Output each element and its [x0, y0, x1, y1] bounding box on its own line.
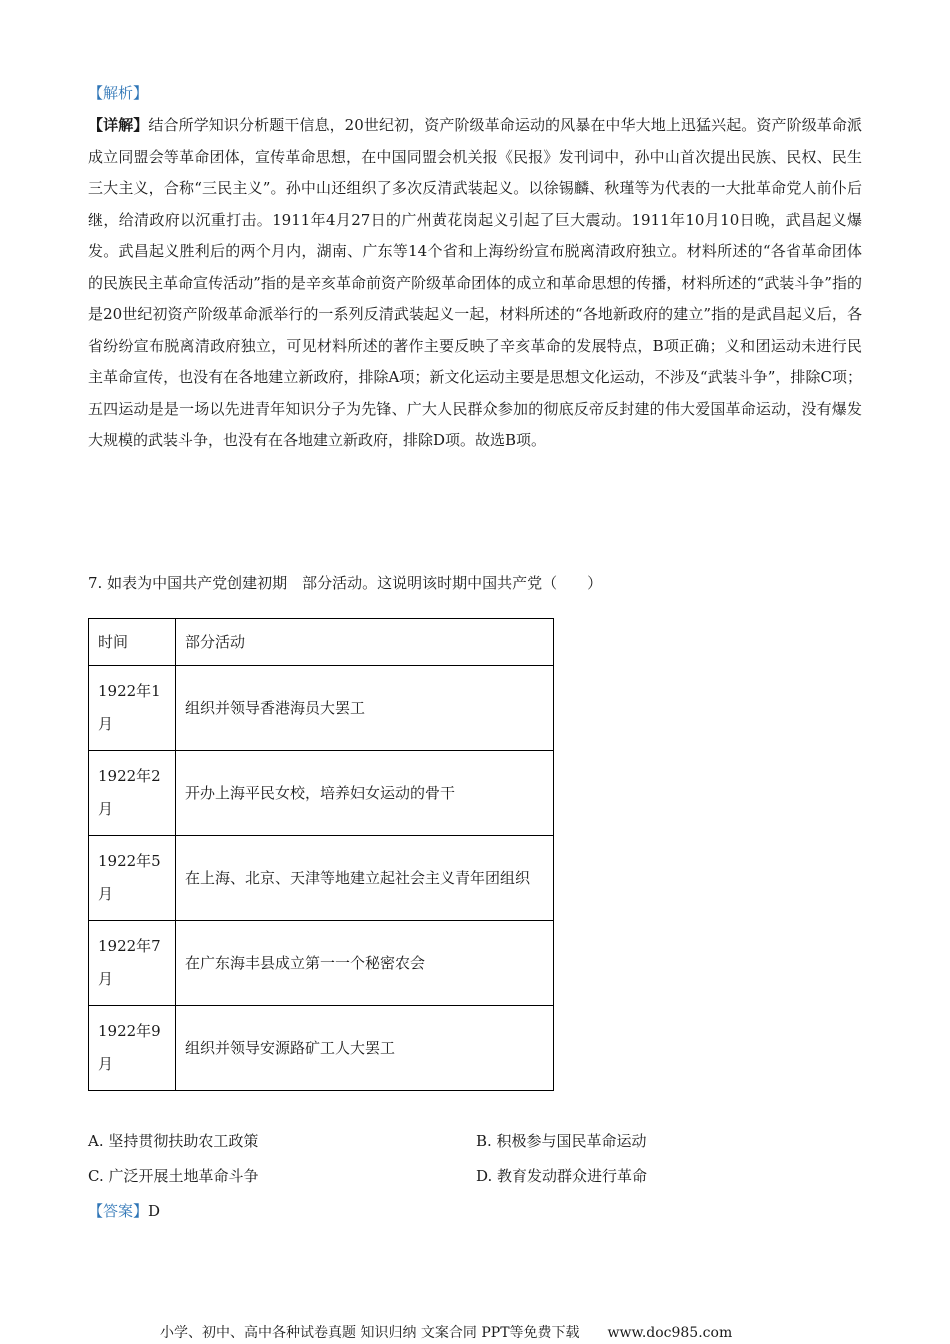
option-b: B. 积极参与国民革命运动: [476, 1132, 647, 1150]
table-row: [89, 751, 554, 836]
detail-text: 结合所学知识分析题干信息，20世纪初，资产阶级革命运动的风暴在中华大地上迅猛兴起。资产阶级革命派成立同盟会等革命团体，宣传革命思想，在中国同盟会机关报《民报》发刊词中，孙中山首次提出民族、民权、民生三大主义，合称“三民主义”。孙中山还组织了多次反清武装起义。以徐锡麟、秋瑾等为代表的一大批革命党人前仆后继，给清政府以沉重打击。1911年4月27日的广州黄花岗起义引起了巨大震动。1911年10月10日晚，武昌起义爆发。武昌起义胜利后的两个月内，湖南、广东等14个省和上海纷纷宣布脱离清政府独立。材料所述的“各省革命团体的民族民主革命宣传活动”指的是辛亥革命前资产阶级革命团体的成立和革命思想的传播，材料所述的“武装斗争”指的是20世纪初资产阶级革命派举行的一系列反清武装起义一起，材料所述的“各地新政府的建立”指的是武昌起义后，各省纷纷宣布脱离清政府独立，可见材料所述的著作主要反映了辛亥革命的发展特点，B项正确；义和团运动未进行民主革命宣传，也没有在各地建立新政府，排除A项；新文化运动主要是思想文化运动，不涉及“武装斗争”，排除C项；五四运动是是一场以先进青年知识分子为先锋、广大人民群众参加的彻底反帝反封建的伟大爱国革命运动，没有爆发大规模的武装斗争，也没有在各地建立新政府，排除D项。故选B项。: [88, 116, 862, 449]
row-time: 1922年5月: [89, 836, 176, 921]
row-activity: 开办上海平民女校，培养妇女运动的骨干: [176, 751, 554, 836]
table-row: [89, 666, 554, 751]
table-row: [89, 836, 554, 921]
answer-line: [88, 1200, 160, 1221]
option-a: A. 坚持贯彻扶助农工政策: [88, 1132, 259, 1150]
table-row: [89, 1006, 554, 1091]
option-c: C. 广泛开展土地革命斗争: [88, 1167, 259, 1185]
answer-value: D: [148, 1202, 161, 1220]
header-time: 时间: [89, 619, 176, 666]
header-activity: 部分活动: [176, 619, 554, 666]
footer-text: 小学、初中、高中各种试卷真题 知识归纳 文案合同 PPT等免费下载 www.doc985.com: [160, 1325, 733, 1341]
row-time: 1922年7月: [89, 921, 176, 1006]
row-time: 1922年2月: [89, 751, 176, 836]
row-activity: 在广东海丰县成立第一一个秘密农会: [176, 921, 554, 1006]
row-activity: 组织并领导香港海员大罢工: [176, 666, 554, 751]
detail-paragraph: [88, 110, 862, 457]
detail-label: 【详解】: [88, 116, 149, 134]
activities-table: [88, 618, 554, 1091]
analysis-label: 【解析】: [88, 84, 149, 102]
table-row: [89, 921, 554, 1006]
question-7: 7. 如表为中国共产党创建初期 部分活动。这说明该时期中国共产党（ ）: [88, 574, 603, 592]
row-activity: 在上海、北京、天津等地建立起社会主义青年团组织: [176, 836, 554, 921]
row-time: 1922年1月: [89, 666, 176, 751]
row-time: 1922年9月: [89, 1006, 176, 1091]
option-d: D. 教育发动群众进行革命: [476, 1167, 648, 1185]
answer-label: 【答案】: [88, 1202, 149, 1220]
table-header-row: [89, 619, 554, 666]
row-activity: 组织并领导安源路矿工人大罢工: [176, 1006, 554, 1091]
